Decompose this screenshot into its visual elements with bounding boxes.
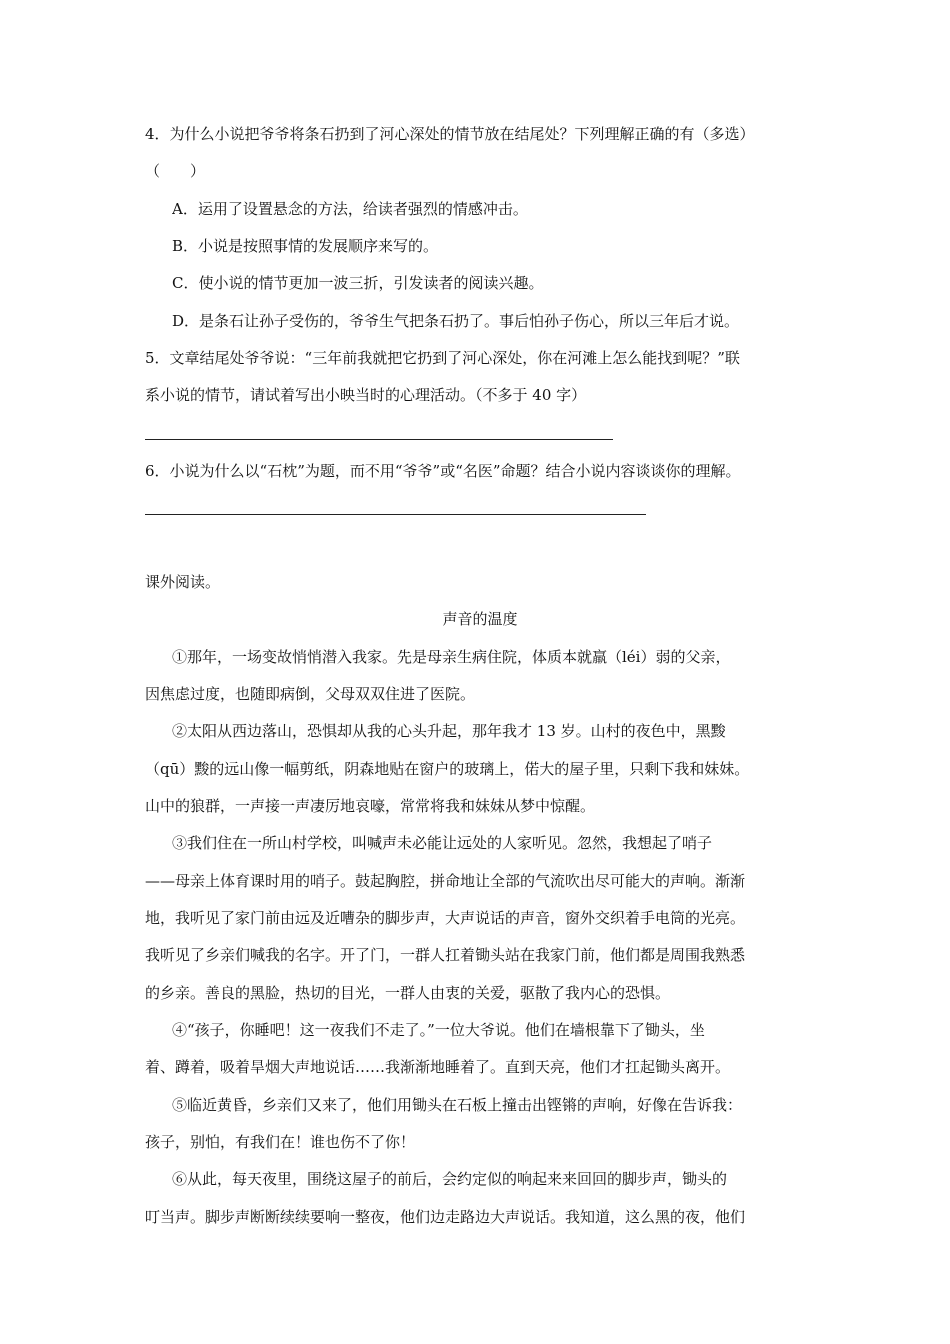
q6-answer-line bbox=[145, 514, 646, 515]
reading-section-label: 课外阅读。 bbox=[145, 573, 221, 591]
q5-answer-line bbox=[145, 439, 613, 440]
paragraph-line: 孩子，别怕，有我们在！谁也伤不了你！ bbox=[145, 1133, 416, 1151]
q4-option-d: D．是条石让孙子受伤的，爷爷生气把条石扔了。事后怕孙子伤心，所以三年后才说。 bbox=[172, 312, 740, 330]
q4-option-a: A．运用了设置悬念的方法，给读者强烈的情感冲击。 bbox=[172, 200, 528, 218]
q4-stem: 4．为什么小说把爷爷将条石扔到了河心深处的情节放在结尾处？下列理解正确的有（多选） bbox=[145, 125, 755, 143]
paragraph-line: ③我们住在一所山村学校，叫喊声未必能让远处的人家听见。忽然，我想起了哨子 bbox=[172, 834, 713, 852]
paragraph-line: ⑥从此，每天夜里，围绕这屋子的前后，会约定似的响起来来回回的脚步声，锄头的 bbox=[172, 1170, 728, 1188]
paragraph-line: 地，我听见了家门前由远及近嘈杂的脚步声，大声说话的声音，窗外交织着手电筒的光亮。 bbox=[145, 909, 746, 927]
q5-stem-line2: 系小说的情节，请试着写出小映当时的心理活动。（不多于 40 字） bbox=[145, 386, 587, 404]
paragraph-line: ①那年，一场变故悄悄潜入我家。先是母亲生病住院，体质本就羸（léi）弱的父亲， bbox=[172, 648, 731, 666]
q4-answer-blank: （ ） bbox=[145, 162, 206, 180]
paragraph-line: ④“孩子，你睡吧！这一夜我们不走了。”一位大爷说。他们在墙根靠下了锄头，坐 bbox=[172, 1021, 705, 1039]
paragraph-line: ⑤临近黄昏，乡亲们又来了，他们用锄头在石板上撞击出铿锵的声响，好像在告诉我： bbox=[172, 1096, 743, 1114]
q4-option-b: B．小说是按照事情的发展顺序来写的。 bbox=[172, 237, 439, 255]
q4-option-c: C．使小说的情节更加一波三折，引发读者的阅读兴趣。 bbox=[172, 274, 544, 292]
q6-stem: 6．小说为什么以“石枕”为题，而不用“爷爷”或“名医”命题？结合小说内容谈谈你的理解。 bbox=[145, 462, 741, 480]
q5-stem-line1: 5．文章结尾处爷爷说：“三年前我就把它扔到了河心深处，你在河滩上怎么能找到呢？”联 bbox=[145, 349, 740, 367]
paragraph-line: 因焦虑过度，也随即病倒，父母双双住进了医院。 bbox=[145, 685, 476, 703]
paragraph-line: 着、蹲着，吸着旱烟大声地说话……我渐渐地睡着了。直到天亮，他们才扛起锄头离开。 bbox=[145, 1058, 731, 1076]
paragraph-line: 叮当声。脚步声断断续续要响一整夜，他们边走路边大声说话。我知道，这么黑的夜，他们 bbox=[145, 1208, 746, 1226]
paragraph-line: （qū）黢的远山像一幅剪纸，阴森地贴在窗户的玻璃上，偌大的屋子里，只剩下我和妹妹。 bbox=[145, 760, 750, 778]
paragraph-line: ——母亲上体育课时用的哨子。鼓起胸腔，拼命地让全部的气流吹出尽可能大的声响。渐渐 bbox=[145, 872, 746, 890]
paragraph-line: 的乡亲。善良的黑脸，热切的目光，一群人由衷的关爱，驱散了我内心的恐惧。 bbox=[145, 984, 671, 1002]
paragraph-line: 山中的狼群，一声接一声凄厉地哀嚎，常常将我和妹妹从梦中惊醒。 bbox=[145, 797, 596, 815]
reading-title: 声音的温度 bbox=[442, 610, 518, 628]
paragraph-line: 我听见了乡亲们喊我的名字。开了门，一群人扛着锄头站在我家门前，他们都是周围我熟悉 bbox=[145, 946, 746, 964]
paragraph-line: ②太阳从西边落山，恐惧却从我的心头升起，那年我才 13 岁。山村的夜色中，黑黢 bbox=[172, 722, 726, 740]
